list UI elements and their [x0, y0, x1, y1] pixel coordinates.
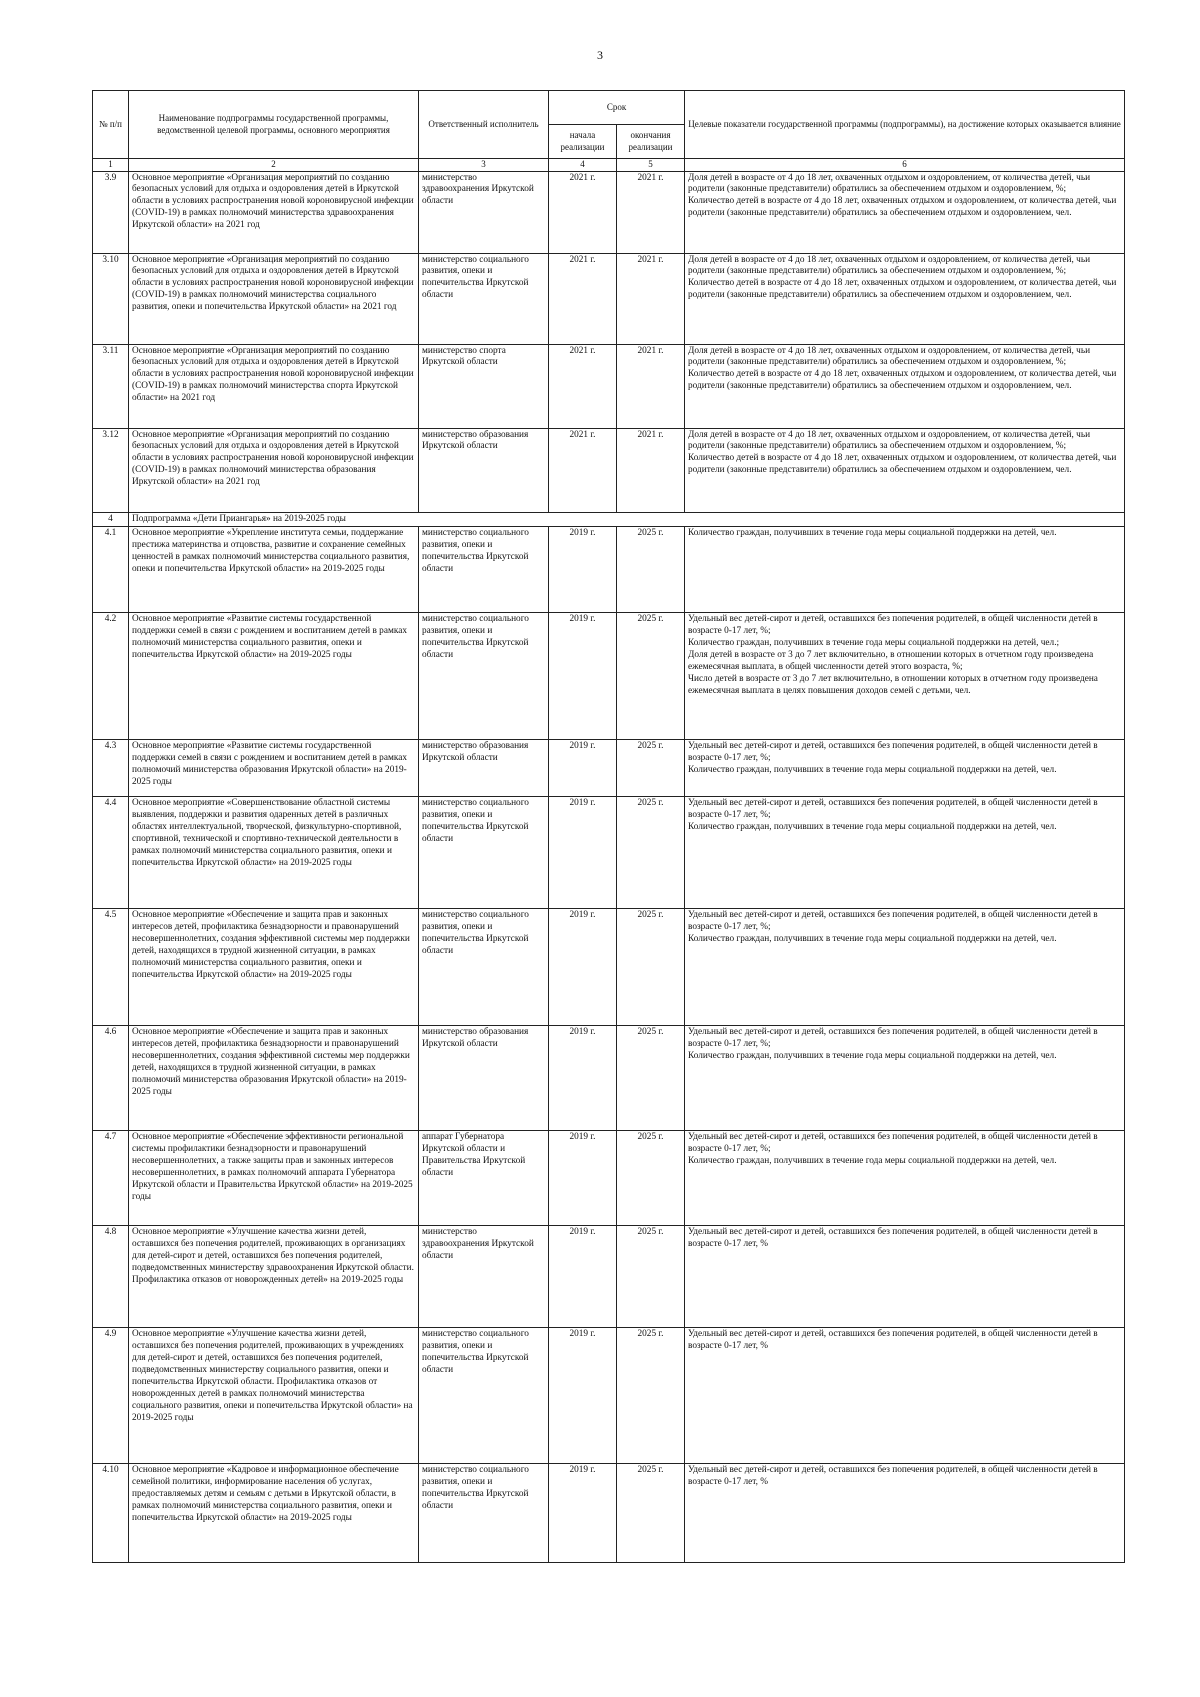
target-indicator: Количество граждан, получивших в течение года меры социальной поддержки на детей, чел.: [688, 1156, 1057, 1167]
start-year: 2021 г.: [549, 253, 617, 344]
table-row: [93, 740, 1125, 797]
target-indicator: Количество детей в возрасте от 4 до 18 лет, охваченных отдыхом и оздоровлением, от количества детей, чьи родители (законные представители) обратились за обеспечением отдыхом и оздоровлением, чел.: [688, 453, 1117, 476]
start-year: 2019 г.: [549, 909, 617, 1026]
target-indicator: Количество граждан, получивших в течение года меры социальной поддержки на детей, чел.: [688, 765, 1057, 776]
start-year: 2019 г.: [549, 1328, 617, 1464]
responsible-executor: министерство спорта Иркутской области: [419, 344, 549, 428]
target-indicators: [685, 740, 1125, 797]
target-indicator: Количество граждан, получивших в течение года меры социальной поддержки на детей, чел.: [688, 1051, 1057, 1062]
target-indicators: [685, 1226, 1125, 1328]
start-year: 2019 г.: [549, 1226, 617, 1328]
activity-name: Основное мероприятие «Организация мероприятий по созданию безопасных условий для отдыха и оздоровления детей в Иркутской области в условиях распространения новой короновирусной инфекции (COVID-19) в рамках полномочий министерства здравоохранения Иркутской области» на 2021 год: [129, 171, 419, 253]
row-number: 4.5: [93, 909, 129, 1026]
responsible-executor: министерство социального развития, опеки и попечительства Иркутской области: [419, 527, 549, 613]
table-body-section-3: [93, 171, 1125, 512]
target-indicator: Количество граждан, получивших в течение года меры социальной поддержки на детей, чел.: [688, 822, 1057, 833]
table-row: [93, 1131, 1125, 1226]
responsible-executor: министерство социального развития, опеки и попечительства Иркутской области: [419, 797, 549, 909]
target-indicator: Количество граждан, получивших в течение года меры социальной поддержки на детей, чел.;: [688, 638, 1060, 649]
activity-name: Основное мероприятие «Совершенствование областной системы выявления, поддержки и развития одаренных детей в различных областях интеллектуальной, творческой, физкультурно-спортивной, спортивной, технической и спортивно-технической деятельности в рамках полномочий министерства социального развития, опеки и попечительства Иркутской области» на 2019-2025 годы: [129, 797, 419, 909]
table-row: [93, 344, 1125, 428]
row-number: 3.10: [93, 253, 129, 344]
end-year: 2021 г.: [617, 428, 685, 512]
activity-name: Основное мероприятие «Улучшение качества жизни детей, оставшихся без попечения родителей, проживающих в учреждениях для детей-сирот и детей, оставшихся без попечения родителей, подведомственных министерству социального развития, опеки и попечительства Иркутской области. Профилактика отказов от новорожденных детей в рамках полномочий министерства социального развития, опеки и попечительства Иркутской области» на 2019-2025 годы: [129, 1328, 419, 1464]
target-indicator: Удельный вес детей-сирот и детей, оставшихся без попечения родителей, в общей численности детей в возрасте 0-17 лет, %: [688, 1465, 1098, 1488]
target-indicator: Количество детей в возрасте от 4 до 18 лет, охваченных отдыхом и оздоровлением, от количества детей, чьи родители (законные представители) обратились за обеспечением отдыхом и оздоровлением, чел.: [688, 278, 1117, 301]
target-indicator: Количество граждан, получивших в течение года меры социальной поддержки на детей, чел.: [688, 528, 1057, 539]
responsible-executor: министерство социального развития, опеки и попечительства Иркутской области: [419, 909, 549, 1026]
target-indicator: Удельный вес детей-сирот и детей, оставшихся без попечения родителей, в общей численности детей в возрасте 0-17 лет, %;: [688, 1027, 1098, 1050]
target-indicator: Удельный вес детей-сирот и детей, оставшихся без попечения родителей, в общей численности детей в возрасте 0-17 лет, %;: [688, 910, 1098, 933]
table-body-section-4: [93, 527, 1125, 1563]
table-body-subprogram: [93, 512, 1125, 527]
target-indicators: [685, 344, 1125, 428]
end-year: 2025 г.: [617, 1464, 685, 1563]
responsible-executor: министерство здравоохранения Иркутской области: [419, 1226, 549, 1328]
header-no: № п/п: [93, 91, 129, 159]
target-indicators: [685, 428, 1125, 512]
row-number: 4.6: [93, 1026, 129, 1131]
responsible-executor: министерство социального развития, опеки и попечительства Иркутской области: [419, 1464, 549, 1563]
target-indicator: Количество детей в возрасте от 4 до 18 лет, охваченных отдыхом и оздоровлением, от количества детей, чьи родители (законные представители) обратились за обеспечением отдыхом и оздоровлением, чел.: [688, 196, 1117, 219]
row-number: 3.11: [93, 344, 129, 428]
activity-name: Основное мероприятие «Организация мероприятий по созданию безопасных условий для отдыха и оздоровления детей в Иркутской области в условиях распространения новой короновирусной инфекции (COVID-19) в рамках полномочий министерства социального развития, опеки и попечительства Иркутской области» на 2021 год: [129, 253, 419, 344]
column-number: 6: [685, 159, 1125, 172]
activity-name: Основное мероприятие «Развитие системы государственной поддержки семей в связи с рождением и воспитанием детей в рамках полномочий министерства социального развития, опеки и попечительства Иркутской области» на 2019-2025 годы: [129, 613, 419, 740]
target-indicators: [685, 797, 1125, 909]
target-indicator: Удельный вес детей-сирот и детей, оставшихся без попечения родителей, в общей численности детей в возрасте 0-17 лет, %;: [688, 741, 1098, 764]
target-indicators: [685, 1026, 1125, 1131]
responsible-executor: аппарат Губернатора Иркутской области и Правительства Иркутской области: [419, 1131, 549, 1226]
start-year: 2021 г.: [549, 344, 617, 428]
header-name: Наименование подпрограммы государственной программы, ведомственной целевой программы, основного мероприятия: [129, 91, 419, 159]
responsible-executor: министерство социального развития, опеки и попечительства Иркутской области: [419, 613, 549, 740]
row-number: 4.7: [93, 1131, 129, 1226]
target-indicators: [685, 171, 1125, 253]
row-number: 4.8: [93, 1226, 129, 1328]
column-number: 1: [93, 159, 129, 172]
start-year: 2019 г.: [549, 797, 617, 909]
responsible-executor: министерство образования Иркутской области: [419, 428, 549, 512]
header-executor: Ответственный исполнитель: [419, 91, 549, 159]
table-row: [93, 171, 1125, 253]
table-row: [93, 1464, 1125, 1563]
column-number: 4: [549, 159, 617, 172]
start-year: 2021 г.: [549, 428, 617, 512]
start-year: 2019 г.: [549, 740, 617, 797]
row-number: 4.2: [93, 613, 129, 740]
row-number: 4.9: [93, 1328, 129, 1464]
activity-name: Основное мероприятие «Организация мероприятий по созданию безопасных условий для отдыха и оздоровления детей в Иркутской области в условиях распространения новой короновирусной инфекции (COVID-19) в рамках полномочий министерства спорта Иркутской области» на 2021 год: [129, 344, 419, 428]
column-number: 5: [617, 159, 685, 172]
end-year: 2021 г.: [617, 171, 685, 253]
end-year: 2025 г.: [617, 613, 685, 740]
column-number: 2: [129, 159, 419, 172]
end-year: 2025 г.: [617, 909, 685, 1026]
row-number: 4.3: [93, 740, 129, 797]
target-indicator: Доля детей в возрасте от 4 до 18 лет, охваченных отдыхом и оздоровлением, от количества детей, чьи родители (законные представители) обратились за обеспечением отдыхом и оздоровлением, %;: [688, 254, 1091, 277]
responsible-executor: министерство здравоохранения Иркутской области: [419, 171, 549, 253]
activity-name: Основное мероприятие «Кадровое и информационное обеспечение семейной политики, информирование населения об услугах, предоставляемых детям и семьям с детьми в Иркутской области, в рамках полномочий министерства социального развития, опеки и попечительства Иркутской области» на 2019-2025 годы: [129, 1464, 419, 1563]
responsible-executor: министерство образования Иркутской области: [419, 1026, 549, 1131]
target-indicator: Удельный вес детей-сирот и детей, оставшихся без попечения родителей, в общей численности детей в возрасте 0-17 лет, %: [688, 1227, 1098, 1250]
subprogram-title: Подпрограмма «Дети Приангарья» на 2019-2025 годы: [129, 512, 1125, 527]
end-year: 2025 г.: [617, 527, 685, 613]
header-start: начала реализации: [549, 125, 617, 159]
target-indicators: [685, 1464, 1125, 1563]
start-year: 2019 г.: [549, 613, 617, 740]
target-indicator: Удельный вес детей-сирот и детей, оставшихся без попечения родителей, в общей численности детей в возрасте 0-17 лет, %;: [688, 1132, 1098, 1155]
target-indicator: Удельный вес детей-сирот и детей, оставшихся без попечения родителей, в общей численности детей в возрасте 0-17 лет, %: [688, 1329, 1098, 1352]
end-year: 2025 г.: [617, 1131, 685, 1226]
target-indicators: [685, 527, 1125, 613]
row-number: 4.10: [93, 1464, 129, 1563]
target-indicator: Удельный вес детей-сирот и детей, оставшихся без попечения родителей, в общей численности детей в возрасте 0-17 лет, %;: [688, 798, 1098, 821]
target-indicator: Доля детей в возрасте от 4 до 18 лет, охваченных отдыхом и оздоровлением, от количества детей, чьи родители (законные представители) обратились за обеспечением отдыхом и оздоровлением, %;: [688, 345, 1091, 368]
column-number: 3: [419, 159, 549, 172]
target-indicators: [685, 613, 1125, 740]
row-number: 3.12: [93, 428, 129, 512]
target-indicators: [685, 909, 1125, 1026]
table-row: [93, 613, 1125, 740]
start-year: 2021 г.: [549, 171, 617, 253]
page-number: 3: [597, 48, 603, 62]
end-year: 2021 г.: [617, 253, 685, 344]
table-row: [93, 253, 1125, 344]
activity-name: Основное мероприятие «Обеспечение и защита прав и законных интересов детей, профилактика безнадзорности и правонарушений несовершеннолетних, создания эффективной системы мер поддержки детей, находящихся в трудной жизненной ситуации, в рамках полномочий министерства образования Иркутской области» на 2019-2025 годы: [129, 1026, 419, 1131]
target-indicator: Доля детей в возрасте от 4 до 18 лет, охваченных отдыхом и оздоровлением, от количества детей, чьи родители (законные представители) обратились за обеспечением отдыхом и оздоровлением, %;: [688, 429, 1091, 452]
target-indicator: Доля детей в возрасте от 4 до 18 лет, охваченных отдыхом и оздоровлением, от количества детей, чьи родители (законные представители) обратились за обеспечением отдыхом и оздоровлением, %;: [688, 172, 1091, 195]
row-number: 4.1: [93, 527, 129, 613]
start-year: 2019 г.: [549, 527, 617, 613]
table-row: [93, 909, 1125, 1026]
program-table: [92, 90, 1125, 1563]
table-row: [93, 1026, 1125, 1131]
target-indicators: [685, 1328, 1125, 1464]
subprogram-number: 4: [93, 512, 129, 527]
target-indicators: [685, 253, 1125, 344]
table-row: [93, 1328, 1125, 1464]
row-number: 4.4: [93, 797, 129, 909]
activity-name: Основное мероприятие «Развитие системы государственной поддержки семей в связи с рождением и воспитанием детей в рамках полномочий министерства образования Иркутской области» на 2019-2025 годы: [129, 740, 419, 797]
header-targets: Целевые показатели государственной программы (подпрограммы), на достижение которых оказывается влияние: [685, 91, 1125, 159]
end-year: 2025 г.: [617, 1226, 685, 1328]
target-indicators: [685, 1131, 1125, 1226]
activity-name: Основное мероприятие «Укрепление института семьи, поддержание престижа материнства и отцовства, развитие и сохранение семейных ценностей в рамках полномочий министерства социального развития, опеки и попечительства Иркутской области» на 2019-2025 годы: [129, 527, 419, 613]
table-row: [93, 527, 1125, 613]
target-indicator: Количество граждан, получивших в течение года меры социальной поддержки на детей, чел.: [688, 934, 1057, 945]
responsible-executor: министерство социального развития, опеки и попечительства Иркутской области: [419, 253, 549, 344]
activity-name: Основное мероприятие «Улучшение качества жизни детей, оставшихся без попечения родителей, проживающих в организациях для детей-сирот и детей, оставшихся без попечения родителей, подведомственных министерству здравоохранения Иркутской области. Профилактика отказов от новорожденных детей» на 2019-2025 годы: [129, 1226, 419, 1328]
end-year: 2021 г.: [617, 344, 685, 428]
row-number: 3.9: [93, 171, 129, 253]
target-indicator: Количество детей в возрасте от 4 до 18 лет, охваченных отдыхом и оздоровлением, от количества детей, чьи родители (законные представители) обратились за обеспечением отдыхом и оздоровлением, чел.: [688, 369, 1117, 392]
table-row: [93, 797, 1125, 909]
end-year: 2025 г.: [617, 797, 685, 909]
target-indicator: Число детей в возрасте от 3 до 7 лет включительно, в отношении которых в отчетном году произведена ежемесячная выплата в целях повышения доходов семей с детьми, чел.: [688, 673, 1098, 696]
activity-name: Основное мероприятие «Обеспечение и защита прав и законных интересов детей, профилактика безнадзорности и правонарушений несовершеннолетних, создания эффективной системы мер поддержки детей, находящихся в трудной жизненной ситуации, в рамках полномочий министерства социального развития, опеки и попечительства Иркутской области» на 2019-2025 годы: [129, 909, 419, 1026]
start-year: 2019 г.: [549, 1464, 617, 1563]
target-indicator: Доля детей в возрасте от 3 до 7 лет включительно, в отношении которых в отчетном году произведена ежемесячная выплата, в общей численности детей этого возраста, %;: [688, 650, 1094, 672]
activity-name: Основное мероприятие «Обеспечение эффективности региональной системы профилактики безнадзорности и правонарушений несовершеннолетних, а также защиты прав и законных интересов несовершеннолетних, в рамках полномочий аппарата Губернатора Иркутской области и Правительства Иркутской области» на 2019-2025 годы: [129, 1131, 419, 1226]
end-year: 2025 г.: [617, 740, 685, 797]
header-term: Срок: [549, 91, 685, 125]
responsible-executor: министерство образования Иркутской области: [419, 740, 549, 797]
start-year: 2019 г.: [549, 1131, 617, 1226]
start-year: 2019 г.: [549, 1026, 617, 1131]
table-row: [93, 1226, 1125, 1328]
target-indicator: Удельный вес детей-сирот и детей, оставшихся без попечения родителей, в общей численности детей в возрасте 0-17 лет, %;: [688, 614, 1098, 637]
activity-name: Основное мероприятие «Организация мероприятий по созданию безопасных условий для отдыха и оздоровления детей в Иркутской области в условиях распространения новой короновирусной инфекции (COVID-19) в рамках полномочий министерства образования Иркутской области» на 2021 год: [129, 428, 419, 512]
column-numbers-row: [93, 159, 1125, 172]
end-year: 2025 г.: [617, 1328, 685, 1464]
responsible-executor: министерство социального развития, опеки и попечительства Иркутской области: [419, 1328, 549, 1464]
end-year: 2025 г.: [617, 1026, 685, 1131]
header-end: окончания реализации: [617, 125, 685, 159]
table-row: [93, 428, 1125, 512]
subprogram-row: [93, 512, 1125, 527]
